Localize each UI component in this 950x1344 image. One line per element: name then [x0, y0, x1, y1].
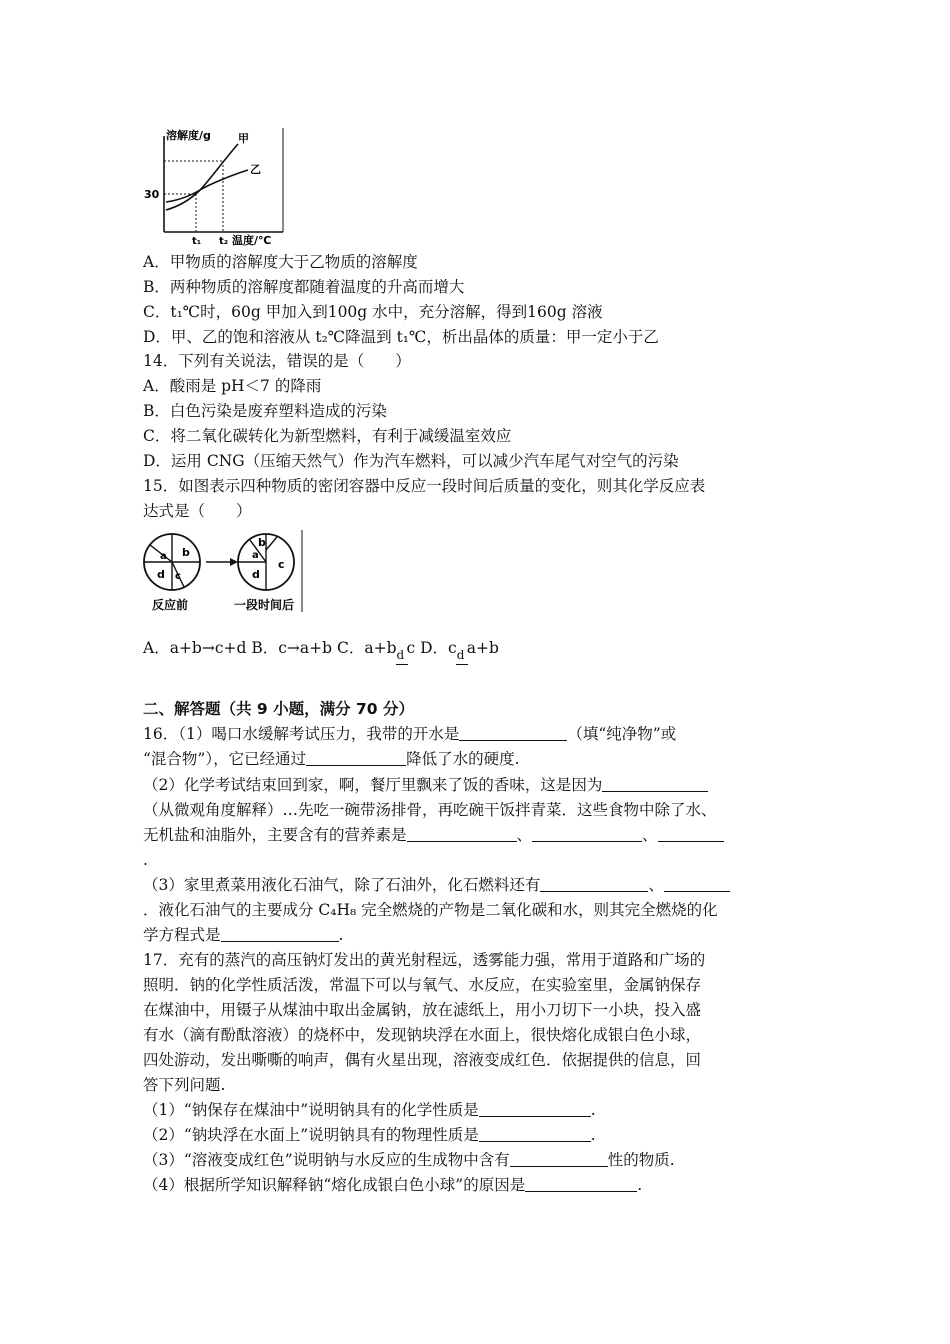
q16-sep1: 、 [516, 826, 533, 844]
pie-after-a: a [252, 550, 259, 561]
series-label-jia: 甲 [238, 132, 249, 145]
x-axis-label: 温度/℃ [232, 234, 272, 246]
q16-blank-7[interactable] [540, 875, 648, 892]
solubility-chart [140, 128, 290, 250]
q16-line4: （从微观角度解释）…先吃一碗带汤排骨，再吃碗干饭拌青菜．这些食物中除了水、 [143, 801, 717, 819]
solubility-chart-svg [140, 128, 290, 246]
curve-yi [166, 170, 248, 202]
q15-options [143, 637, 499, 662]
q15-stem-line2: 达式是（ ） [143, 502, 252, 520]
q14-option-c: C．将二氧化碳转化为新型燃料，有利于减缓温室效应 [143, 427, 512, 445]
q17-line1: 17．充有的蒸汽的高压钠灯发出的黄光射程远，透雾能力强，常用于道路和广场的 [143, 951, 706, 969]
q16-l1b: （填“纯净物”或 [567, 725, 677, 743]
pie-after-d: d [252, 568, 260, 581]
label-before: 反应前 [152, 598, 189, 612]
q17-s4b: . [637, 1176, 643, 1194]
q16-blank-4[interactable] [407, 825, 517, 842]
x-tick-t1: t₁ [192, 236, 202, 246]
q16-blank-5[interactable] [532, 825, 642, 842]
reaction-pie-figure [142, 530, 306, 618]
q15-opt-c-tail: c D．c [406, 639, 457, 657]
q17-s4a: （4）根据所学知识解释钠“熔化成银白色小球”的原因是 [143, 1176, 526, 1194]
q16-line1 [143, 723, 676, 745]
q16-l2b: 降低了水的硬度. [406, 750, 520, 768]
q17-blank-4[interactable] [525, 1175, 637, 1192]
q17-s2b: . [590, 1126, 596, 1144]
q17-blank-1[interactable] [479, 1100, 591, 1117]
q17-sub3 [143, 1149, 675, 1171]
q16-l2a: “混合物”），它已经通过 [143, 750, 307, 768]
q17-s3b: 性的物质. [607, 1151, 675, 1169]
q17-line4: 有水（滴有酚酞溶液）的烧杯中，发现钠块浮在水面上，很快熔化成银白色小球， [143, 1026, 702, 1044]
label-after: 一段时间后 [234, 598, 295, 612]
pie-before-d: d [157, 568, 165, 581]
q17-line6: 答下列问题. [143, 1076, 226, 1094]
q16-l7a: （3）家里煮菜用液化石油气，除了石油外，化石燃料还有 [143, 876, 541, 894]
q17-blank-3[interactable] [510, 1150, 608, 1167]
q16-line3 [143, 774, 708, 796]
q17-sub1 [143, 1099, 596, 1121]
q16-line6: . [143, 851, 148, 869]
pie-after-b: b [258, 536, 266, 549]
q16-line7 [143, 874, 730, 896]
pie-before-a: a [160, 551, 167, 562]
q16-blank-2[interactable] [306, 749, 406, 766]
q16-line9 [143, 924, 343, 946]
q15-opt-d-tail: a+b [466, 639, 499, 657]
q16-line2 [143, 748, 520, 770]
y-axis-label: 溶解度/g [166, 129, 211, 142]
q16-l1a: 16．（1）喝口水缓解考试压力，我带的开水是 [143, 725, 460, 743]
section-title: 二、解答题（共 9 小题，满分 70 分） [143, 700, 414, 718]
q14-stem: 14．下列有关说法，错误的是（ ） [143, 352, 411, 370]
q16-blank-6[interactable] [658, 825, 724, 842]
q15-opt-c-catalyst: d [396, 648, 405, 662]
q16-blank-3[interactable] [602, 775, 708, 792]
q17-line3: 在煤油中，用镊子从煤油中取出金属钠，放在滤纸上，用小刀切下一小块，投入盛 [143, 1001, 702, 1019]
q16-blank-1[interactable] [459, 724, 567, 741]
q16-l9a: 学方程式是 [143, 926, 221, 944]
y-tick-30: 30 [144, 188, 160, 201]
q16-blank-9[interactable] [221, 925, 339, 942]
q13-option-c: C．t₁℃时，60g 甲加入到100g 水中，充分溶解，得到160g 溶液 [143, 303, 603, 321]
q13-option-d: D．甲、乙的饱和溶液从 t₂℃降温到 t₁℃，析出晶体的质量：甲一定小于乙 [143, 328, 659, 346]
q17-s2a: （2）“钠块浮在水面上”说明钠具有的物理性质是 [143, 1126, 479, 1144]
q17-sub2 [143, 1124, 596, 1146]
q17-blank-2[interactable] [479, 1125, 591, 1142]
reaction-pie-svg [142, 530, 306, 614]
q17-s3a: （3）“溶液变成红色”说明钠与水反应的生成物中含有 [143, 1151, 510, 1169]
q15-options-text: A．a+b→c+d B．c→a+b C．a+b [143, 639, 397, 657]
pie-before-b: b [182, 546, 190, 559]
q14-option-b: B．白色污染是废弃塑料造成的污染 [143, 402, 387, 420]
q16-l9b: . [338, 926, 344, 944]
q17-line2: 照明．钠的化学性质活泼，常温下可以与氧气、水反应，在实验室里，金属钠保存 [143, 976, 702, 994]
pie-after-c: c [278, 558, 285, 571]
q16-l3a: （2）化学考试结束回到家，啊，餐厅里飘来了饭的香味，这是因为 [143, 776, 603, 794]
q15-stem-line1: 15．如图表示四种物质的密闭容器中反应一段时间后质量的变化，则其化学反应表 [143, 477, 706, 495]
q15-opt-d-catalyst: d [456, 648, 465, 662]
q14-option-d: D．运用 CNG（压缩天然气）作为汽车燃料，可以减少汽车尾气对空气的污染 [143, 452, 679, 470]
q16-line8: ．液化石油气的主要成分 C₄H₈ 完全燃烧的产物是二氧化碳和水，则其完全燃烧的化 [143, 901, 718, 919]
series-label-yi: 乙 [250, 163, 261, 176]
q17-s1a: （1）“钠保存在煤油中”说明钠具有的化学性质是 [143, 1101, 479, 1119]
q17-s1b: . [590, 1101, 596, 1119]
x-tick-t2: t₂ [219, 236, 229, 246]
q16-blank-8[interactable] [664, 875, 730, 892]
q16-sep2: 、 [642, 826, 658, 844]
q14-option-a: A．酸雨是 pH＜7 的降雨 [143, 377, 322, 395]
q17-sub4 [143, 1174, 642, 1196]
q13-option-b: B．两种物质的溶解度都随着温度的升高而增大 [143, 278, 465, 296]
q17-line5: 四处游动，发出嘶嘶的响声，偶有火星出现，溶液变成红色．依据提供的信息，回 [143, 1051, 702, 1069]
q16-line5 [143, 824, 724, 846]
q13-option-a: A．甲物质的溶解度大于乙物质的溶解度 [143, 253, 418, 271]
pie-before-c: c [175, 571, 181, 582]
q16-l7b: 、 [648, 876, 664, 894]
q16-l5a: 无机盐和油脂外，主要含有的营养素是 [143, 826, 407, 844]
